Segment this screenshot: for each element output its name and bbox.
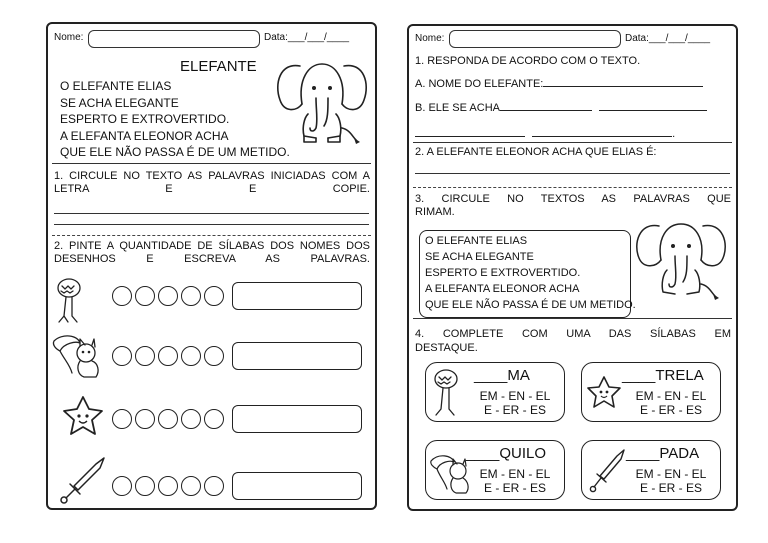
question-3: 3. CIRCULE NO TEXTOS AS PALAVRAS QUE	[415, 193, 731, 205]
syllable-circle[interactable]	[112, 409, 132, 429]
syllable-circle[interactable]	[158, 346, 178, 366]
poem-line: ESPERTO E EXTROVERTIDO.	[60, 112, 230, 126]
answer-line[interactable]	[500, 99, 592, 111]
answer-line[interactable]	[54, 224, 369, 225]
star-icon	[60, 394, 106, 438]
poem-title: ELEFANTE	[180, 58, 257, 75]
answer-line[interactable]	[532, 125, 672, 137]
poem-line: A ELEFANTA ELEONOR ACHA	[60, 128, 229, 143]
poem-text	[60, 78, 290, 161]
squirrel-icon	[50, 331, 106, 379]
syllable-circle[interactable]	[181, 346, 201, 366]
syllable-circle[interactable]	[181, 409, 201, 429]
question-2: 2. A ELEFANTE ELEONOR ACHA QUE ELIAS É:	[415, 146, 657, 158]
question-1b: B. ELE SE ACHA	[415, 99, 707, 114]
poem-line: SE ACHA ELEGANTE	[60, 95, 179, 110]
syllable-circle[interactable]	[158, 286, 178, 306]
sword-icon	[56, 454, 110, 508]
worksheet-left	[46, 22, 377, 510]
syllable-circle[interactable]	[135, 286, 155, 306]
poem-line: O ELEFANTE ELIAS	[425, 235, 528, 247]
word-answer-box[interactable]	[232, 472, 362, 500]
poem-line: ESPERTO E EXTROVERTIDO.	[425, 267, 581, 279]
syllable-circle[interactable]	[158, 409, 178, 429]
syllable-card-ema[interactable]	[425, 362, 565, 422]
date-label: Data:___/___/____	[625, 33, 711, 44]
syllable-card-espada[interactable]	[581, 440, 721, 500]
syllable-circle[interactable]	[204, 346, 224, 366]
question-1: 1. CIRCULE NO TEXTO AS PALAVRAS INICIADAS COM A LETRA E E COPIE.	[54, 170, 370, 195]
card-word: ____PADA	[626, 445, 700, 462]
date-label: Data:___/___/____	[264, 32, 350, 43]
elephant-drawing	[631, 214, 731, 300]
word-answer-box[interactable]	[232, 405, 362, 433]
question-1b-cont: .	[415, 125, 675, 140]
question-1: 1. RESPONDA DE ACORDO COM O TEXTO.	[415, 55, 641, 67]
answer-line[interactable]	[415, 173, 730, 174]
poem-line: SE ACHA ELEGANTE	[425, 251, 534, 263]
syllable-circle[interactable]	[135, 476, 155, 496]
name-field[interactable]	[449, 30, 621, 48]
syllable-card-esquilo[interactable]	[425, 440, 565, 500]
syllable-circle[interactable]	[204, 476, 224, 496]
syllable-circle[interactable]	[135, 409, 155, 429]
worksheet-right	[407, 24, 738, 511]
syllable-options: EM - EN - EL E - ER - ES	[479, 467, 551, 495]
card-word: ____MA	[474, 367, 530, 384]
card-word: ____TRELA	[622, 367, 704, 384]
syllable-circle[interactable]	[181, 286, 201, 306]
syllable-options: EM - EN - EL E - ER - ES	[635, 389, 707, 417]
question-2: 2. PINTE A QUANTIDADE DE SÍLABAS DOS NOMES DOS DESENHOS E ESCREVA AS PALAVRAS.	[54, 240, 370, 265]
ostrich-icon	[54, 276, 82, 324]
syllable-circle[interactable]	[204, 286, 224, 306]
syllable-circle[interactable]	[158, 476, 178, 496]
word-answer-box[interactable]	[232, 282, 362, 310]
name-label: Nome:	[54, 32, 84, 43]
answer-line[interactable]	[415, 125, 525, 137]
poem-line: A ELEFANTA ELEONOR ACHA	[425, 283, 580, 295]
ostrich-icon	[430, 367, 460, 417]
poem-line: O ELEFANTE ELIAS	[60, 79, 172, 93]
sword-icon	[588, 447, 628, 495]
syllable-circle[interactable]	[204, 409, 224, 429]
name-label: Nome:	[415, 33, 445, 44]
syllable-circle[interactable]	[112, 346, 132, 366]
elephant-drawing	[272, 54, 372, 146]
question-3-cont: RIMAM.	[415, 206, 455, 218]
answer-line[interactable]	[599, 99, 707, 111]
answer-line[interactable]	[543, 75, 703, 87]
syllable-card-estrela[interactable]	[581, 362, 721, 422]
question-1a: A. NOME DO ELEFANTE:	[415, 75, 703, 90]
syllable-options: EM - EN - EL E - ER - ES	[635, 467, 707, 495]
poem-text	[425, 233, 636, 313]
syllable-circle[interactable]	[112, 476, 132, 496]
poem-line: QUE ELE NÃO PASSA É DE UM METIDO.	[60, 145, 290, 159]
question-4-cont: DESTAQUE.	[415, 342, 478, 354]
poem-line: QUE ELE NÃO PASSA É DE UM METIDO.	[425, 299, 636, 311]
syllable-circle[interactable]	[181, 476, 201, 496]
question-4: 4. COMPLETE COM UMA DAS SÍLABAS EM	[415, 328, 731, 340]
syllable-circle[interactable]	[112, 286, 132, 306]
star-icon	[586, 375, 622, 409]
word-answer-box[interactable]	[232, 342, 362, 370]
syllable-circle[interactable]	[135, 346, 155, 366]
name-field[interactable]	[88, 30, 260, 48]
syllable-options: EM - EN - EL E - ER - ES	[479, 389, 551, 417]
answer-line[interactable]	[54, 213, 369, 214]
card-word: ____QUILO	[466, 445, 547, 462]
